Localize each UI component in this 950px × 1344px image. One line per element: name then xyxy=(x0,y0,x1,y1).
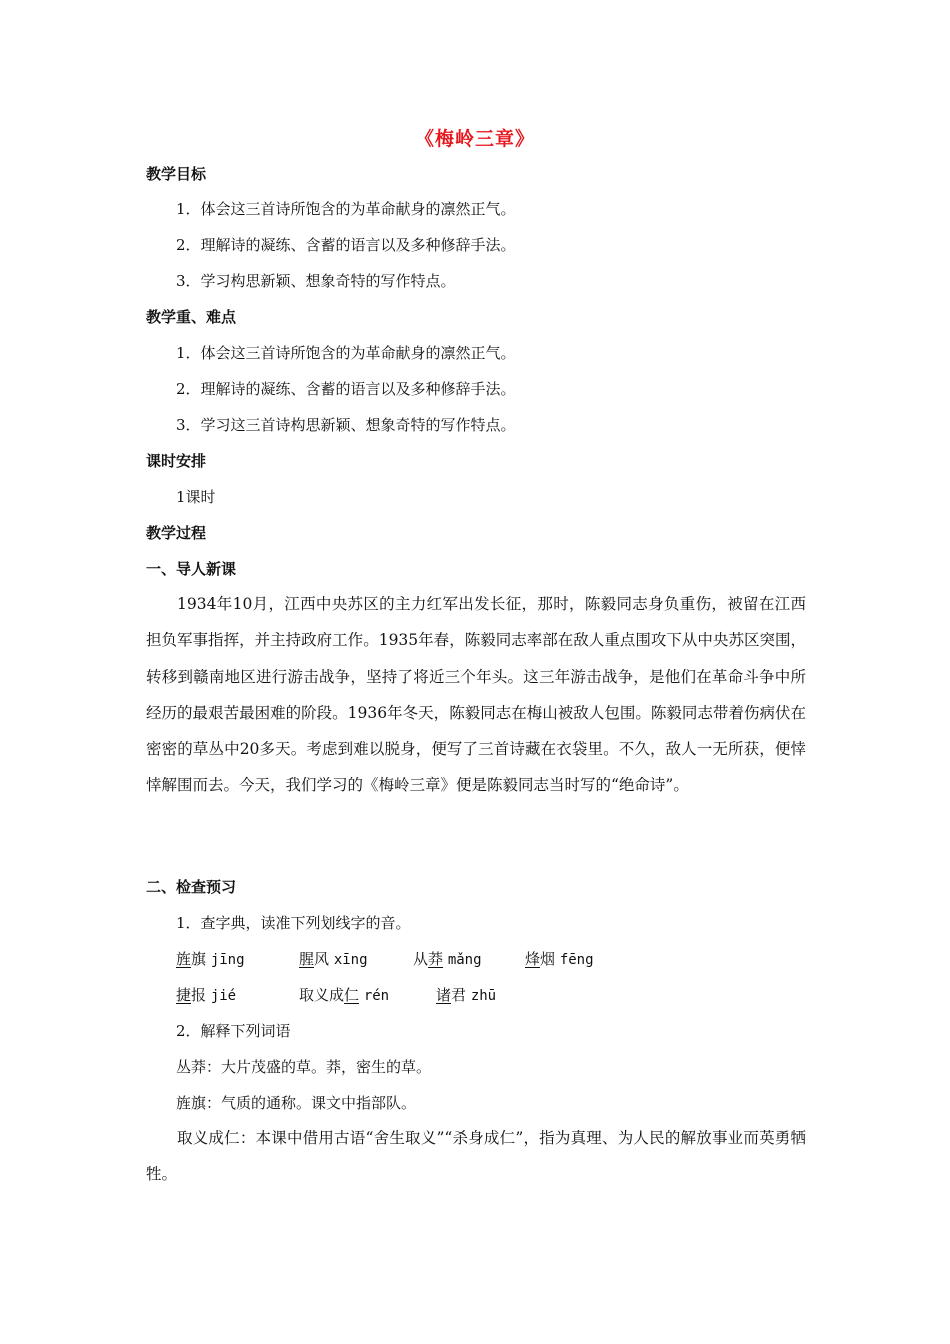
pinyin-item xyxy=(299,985,389,1006)
goal-item: 1．体会这三首诗所饱含的为革命献身的凛然正气。 xyxy=(176,200,516,218)
task-1: 1．查字典，读准下列划线字的音。 xyxy=(176,914,411,932)
intro-heading: 一、导人新课 xyxy=(146,560,237,578)
pinyin: xīng xyxy=(333,952,368,968)
key-item: 3．学习这三首诗构思新颖、想象奇特的写作特点。 xyxy=(176,416,516,434)
word-prefix: 从 xyxy=(413,950,429,968)
underlined-char: 腥 xyxy=(299,950,315,968)
word-rest: 烟 xyxy=(540,950,556,968)
process-heading: 教学过程 xyxy=(146,524,207,542)
intro-paragraph: 1934年10月，江西中央苏区的主力红军出发长征，那时，陈毅同志身负重伤，被留在江西担负军事指挥，并主持政府工作。1935年春，陈毅同志率部在敌人重点围攻下从中央苏区突围，转移到赣南地区进行游击战争，坚持了将近三个年头。这三年游击战争，是他们在革命斗争中所经历的最艰苦最困难的阶段。1936年冬天，陈毅同志在梅山被敌人包围。陈毅同志带着伤病伏在密密的草丛中20多天。考虑到难以脱身，便写了三首诗藏在衣袋里。不久，敌人一无所获，便悻悻解围而去。今天，我们学习的《梅岭三章》便是陈毅同志当时写的“绝命诗”。 xyxy=(146,595,806,795)
underlined-char: 烽 xyxy=(525,950,541,968)
pinyin-item xyxy=(176,985,236,1006)
pinyin-item xyxy=(299,949,368,970)
goal-item: 3．学习构思新颖、想象奇特的写作特点。 xyxy=(176,272,456,290)
key-item: 2．理解诗的凝练、含蓄的语言以及多种修辞手法。 xyxy=(176,380,516,398)
definition: 丛莽：大片茂盛的草。莽，密生的草。 xyxy=(176,1058,432,1076)
word-rest: 君 xyxy=(451,986,467,1004)
preview-heading: 二、检查预习 xyxy=(146,878,237,896)
definition: 旌旗：气质的通称。课文中指部队。 xyxy=(176,1094,417,1112)
schedule-value: 1课时 xyxy=(176,488,216,506)
pinyin: jié xyxy=(210,988,237,1004)
underlined-char: 仁 xyxy=(344,986,360,1004)
key-points-heading: 教学重、难点 xyxy=(146,308,237,326)
pinyin: mǎng xyxy=(447,952,482,968)
underlined-char: 捷 xyxy=(176,986,192,1004)
pinyin-item xyxy=(413,949,482,970)
word-rest: 报 xyxy=(191,986,207,1004)
definition-paragraph: 取义成仁：本课中借用古语“舍生取义”“杀身成仁”，指为真理、为人民的解放事业而英勇牺牲。 xyxy=(146,1129,806,1184)
word-rest: 风 xyxy=(314,950,330,968)
pinyin: jīng xyxy=(210,952,245,968)
pinyin-item xyxy=(176,949,245,970)
schedule-heading: 课时安排 xyxy=(146,452,207,470)
underlined-char: 莽 xyxy=(428,950,444,968)
pinyin: zhū xyxy=(470,988,497,1004)
underlined-char: 诸 xyxy=(436,986,452,1004)
goal-item: 2．理解诗的凝练、含蓄的语言以及多种修辞手法。 xyxy=(176,236,516,254)
underlined-char: 旌 xyxy=(176,950,192,968)
pinyin: fēng xyxy=(559,952,594,968)
task-2: 2．解释下列词语 xyxy=(176,1022,291,1040)
pinyin-item xyxy=(525,949,594,970)
word-prefix: 取义成 xyxy=(299,986,345,1004)
goals-heading: 教学目标 xyxy=(146,165,207,183)
word-rest: 旗 xyxy=(191,950,207,968)
page-title: 《梅岭三章》 xyxy=(414,128,535,150)
pinyin: rén xyxy=(363,988,390,1004)
pinyin-item xyxy=(436,985,496,1006)
key-item: 1．体会这三首诗所饱含的为革命献身的凛然正气。 xyxy=(176,344,516,362)
